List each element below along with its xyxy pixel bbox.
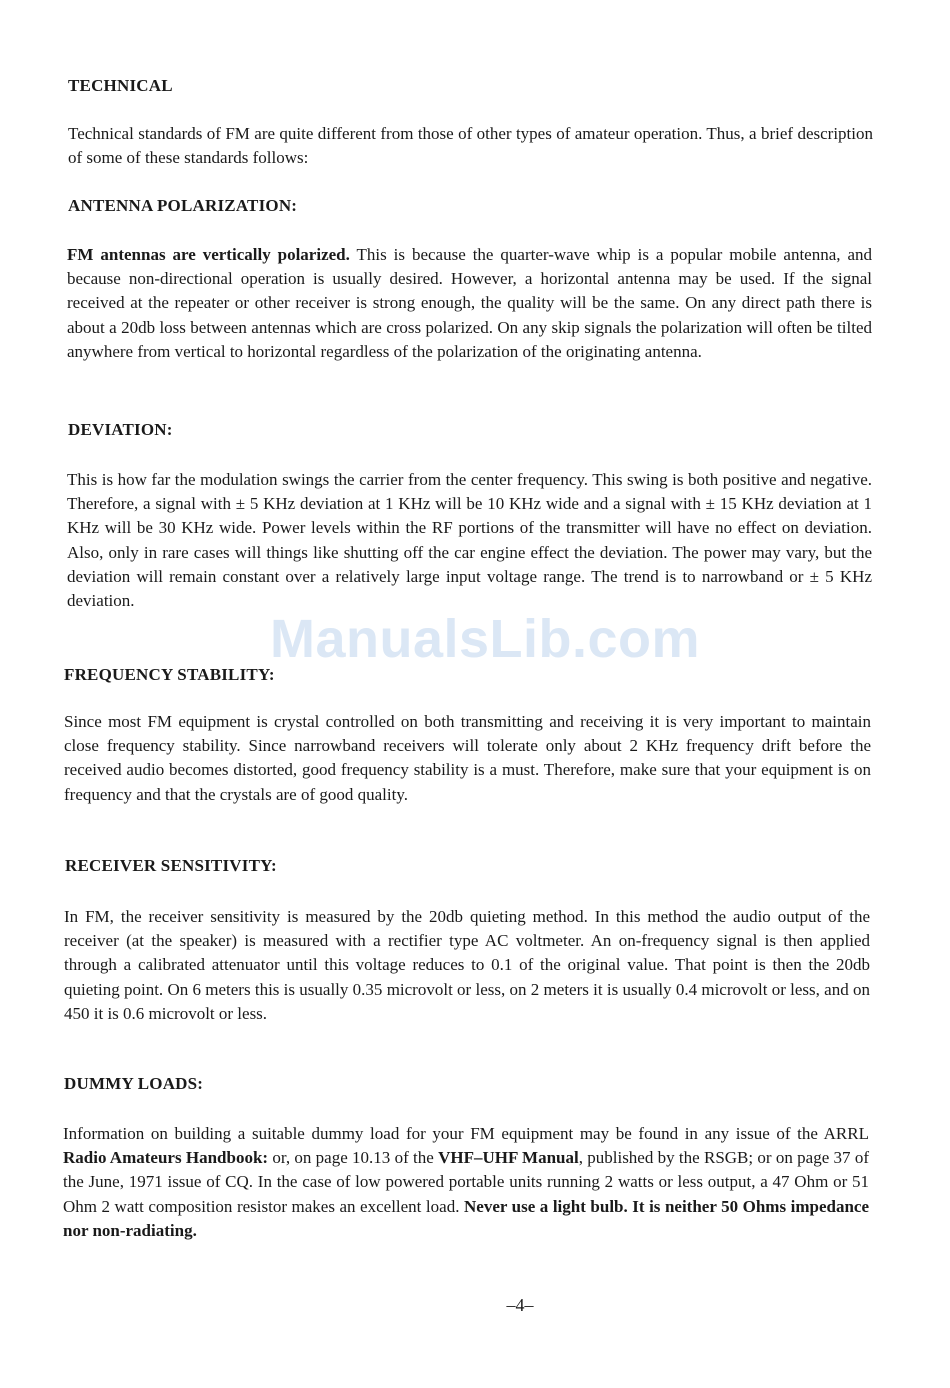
paragraph-antenna-polarization — [67, 243, 872, 364]
dummy-text-3: , published by the RSGB; or on page 37 of the June, 1971 issue of CQ. In the case of low powered portable units running 2 watts or less output, a 47 Ohm or 51 Ohm 2 watt composition resistor makes an excellent load. — [63, 1148, 869, 1216]
page-number: –4– — [506, 1295, 534, 1315]
dummy-bold-warning: Never use a light bulb. It is neither 50 Ohms impedance nor non-radiating. — [63, 1196, 870, 1240]
paragraph-receiver-sensitivity: In FM, the receiver sensitivity is measured by the 20db quieting method. In this method the audio output of the receiver (at the speaker) is measured with a rectifier type AC voltmeter. An on-frequency signal is then applied through a calibrated attenuator until this voltage reduces to 0.1 of the original value. That point is then the 20db quieting point. On 6 meters this is usually 0.35 microvolt or less, on 2 meters it is usually 0.4 microvolt or less, and on 450 it is 0.6 microvolt or less. — [64, 907, 870, 1023]
paragraph-technical: Technical standards of FM are quite different from those of other types of amateur operation. Thus, a brief description of some of these standards follows: — [68, 124, 873, 168]
heading-antenna-polarization: ANTENNA POLARIZATION: — [68, 196, 298, 215]
antenna-body-text: This is because the quarter-wave whip is a popular mobile antenna, and because non-directional operation is usually desired. However, a horizontal antenna may be used. If the signal received at the repeater or other receiver is strong enough, the quality will be the same. On any direct path there is about a 20db loss between antennas which are cross polarized. On any skip signals the polarization will often be tilted anywhere from vertical to horizontal regardless of the polarization of the originating antenna. — [67, 245, 872, 361]
heading-deviation: DEVIATION: — [68, 420, 173, 439]
dummy-bold-manual: VHF–UHF Manual — [438, 1148, 579, 1168]
dummy-bold-handbook: Radio Amateurs Handbook: — [63, 1148, 269, 1168]
paragraph-frequency-stability: Since most FM equipment is crystal controlled on both transmitting and receiving it is very important to maintain close frequency stability. Since narrowband receivers will tolerate only about 2 KHz frequency drift before the received audio becomes distorted, good frequency stability is a must. Therefore, make sure that your equipment is on frequency and that the crystals are of good quality. — [64, 712, 871, 804]
watermark-logo: ManualsLib.com — [270, 609, 701, 669]
dummy-text-2: or, on page 10.13 of the — [268, 1148, 439, 1168]
heading-receiver-sensitivity: RECEIVER SENSITIVITY: — [65, 856, 277, 875]
antenna-lead-bold: FM antennas are vertically polarized. — [67, 245, 350, 264]
dummy-text-1: Information on building a suitable dummy load for your FM equipment may be found in any issue of the ARRL — [63, 1124, 869, 1143]
paragraph-dummy-loads — [63, 1122, 869, 1243]
heading-technical: TECHNICAL — [68, 76, 173, 95]
paragraph-deviation: This is how far the modulation swings the carrier from the center frequency. This swing is both positive and negative. Therefore, a signal with ± 5 KHz deviation at 1 KHz will be 10 KHz wide and a signal with ± 15 KHz deviation at 1 KHz will be 30 KHz wide. Power levels within the RF portions of the transmitter will have no effect on deviation. Also, only in rare cases will things like shutting off the car engine effect the deviation. The power may vary, but the deviation will remain constant over a relatively large input voltage range. The trend is to narrowband or ± 5 KHz deviation. — [67, 470, 872, 611]
heading-dummy-loads: DUMMY LOADS: — [64, 1074, 204, 1093]
heading-frequency-stability: FREQUENCY STABILITY: — [64, 665, 275, 684]
